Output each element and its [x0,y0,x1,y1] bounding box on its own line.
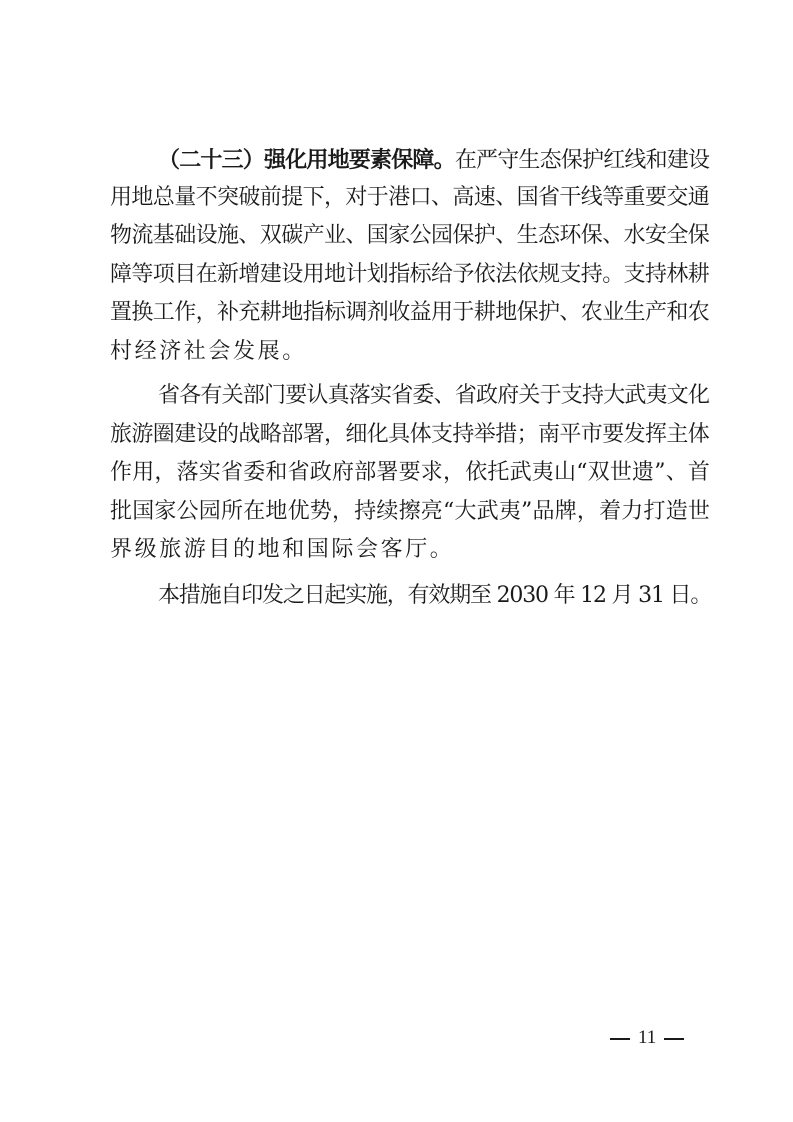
paragraph-1-line-2: 用地总量不突破前提下，对于港口、高速、国省干线等重要交通 [110,185,710,210]
paragraph-2-line-3: 作用，落实省委和省政府部署要求，依托武夷山“双世遗”、首 [110,460,711,485]
paragraph-1-line-1 [158,145,712,175]
paragraph-2-line-5: 界级旅游目的地和国际会客厅。 [110,537,455,562]
paragraph-1-line-5: 置换工作，补充耕地指标调剂收益用于耕地保护、农业生产和农 [110,300,710,325]
paragraph-2-line-4: 批国家公园所在地优势，持续擦亮“大武夷”品牌，着力打造世 [110,499,711,524]
page-number-value: 11 [638,1027,657,1048]
paragraph-1-line-4: 障等项目在新增建设用地计划指标给予依法依规支持。支持林耕 [110,262,710,287]
paragraph-1-line-3: 物流基础设施、双碳产业、国家公园保护、生态环保、水安全保 [110,223,710,248]
page-number-dash-left [610,1038,630,1040]
section-heading: （二十三）强化用地要素保障。 [158,147,455,173]
page-number [610,1024,684,1052]
paragraph-1-line-6: 村经济社会发展。 [110,339,307,364]
page-number-dash-right [664,1038,684,1040]
paragraph-3-line-1: 本措施自印发之日起实施，有效期至 2030 年 12 月 31 日。 [158,583,712,608]
paragraph-2-line-1: 省各有关部门要认真落实省委、省政府关于支持大武夷文化 [158,383,710,408]
paragraph-1-text-1: 在严守生态保护红线和建设 [454,148,710,173]
paragraph-2-line-2: 旅游圈建设的战略部署，细化具体支持举措；南平市要发挥主体 [110,422,710,447]
